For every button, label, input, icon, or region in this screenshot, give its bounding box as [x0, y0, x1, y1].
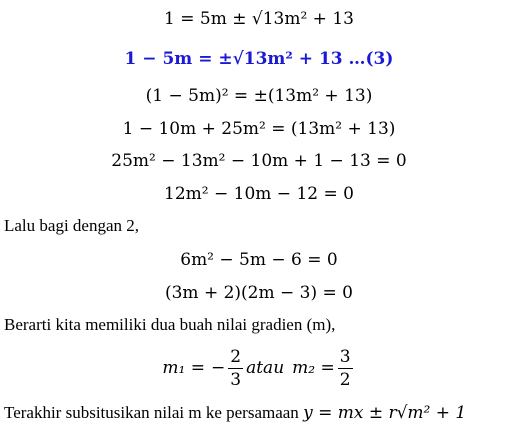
m1-label: m₁ = [162, 358, 206, 378]
equation-line-8: (3m + 2)(2m − 3) = 0 [164, 283, 353, 303]
m2-fraction [338, 346, 353, 391]
connector-atau: atau [246, 358, 285, 378]
equation-line-2-highlighted: 1 − 5m = ±√13m² + 13 …(3) [124, 49, 394, 69]
gradient-values [0, 338, 518, 398]
final-equation: y = mx ± r√m² + 1 [303, 403, 467, 423]
m1-fraction [228, 346, 243, 391]
prose-final-substitution [4, 402, 466, 424]
m2-numerator: 3 [339, 346, 351, 367]
prose-two-gradients: Berarti kita memiliki dua buah nilai gradien (m), [4, 315, 336, 334]
m1-sign: − [211, 358, 226, 378]
m1-denominator: 3 [230, 369, 242, 390]
m2-denominator: 2 [339, 369, 351, 390]
prose-final-text: Terakhir subsitusikan nilai m ke persamaan [4, 403, 299, 422]
m1-numerator: 2 [230, 346, 242, 367]
equation-line-3: (1 − 5m)² = ±(13m² + 13) [145, 86, 373, 106]
m2-label: m₂ = [292, 358, 335, 378]
equation-line-1: 1 = 5m ± √13m² + 13 [164, 9, 354, 29]
equation-line-6: 12m² − 10m − 12 = 0 [164, 184, 354, 204]
prose-divide-by-two: Lalu bagi dengan 2, [4, 216, 140, 235]
equation-line-5: 25m² − 13m² − 10m + 1 − 13 = 0 [111, 151, 407, 171]
equation-line-4: 1 − 10m + 25m² = (13m² + 13) [122, 119, 396, 139]
equation-line-7: 6m² − 5m − 6 = 0 [180, 250, 338, 270]
